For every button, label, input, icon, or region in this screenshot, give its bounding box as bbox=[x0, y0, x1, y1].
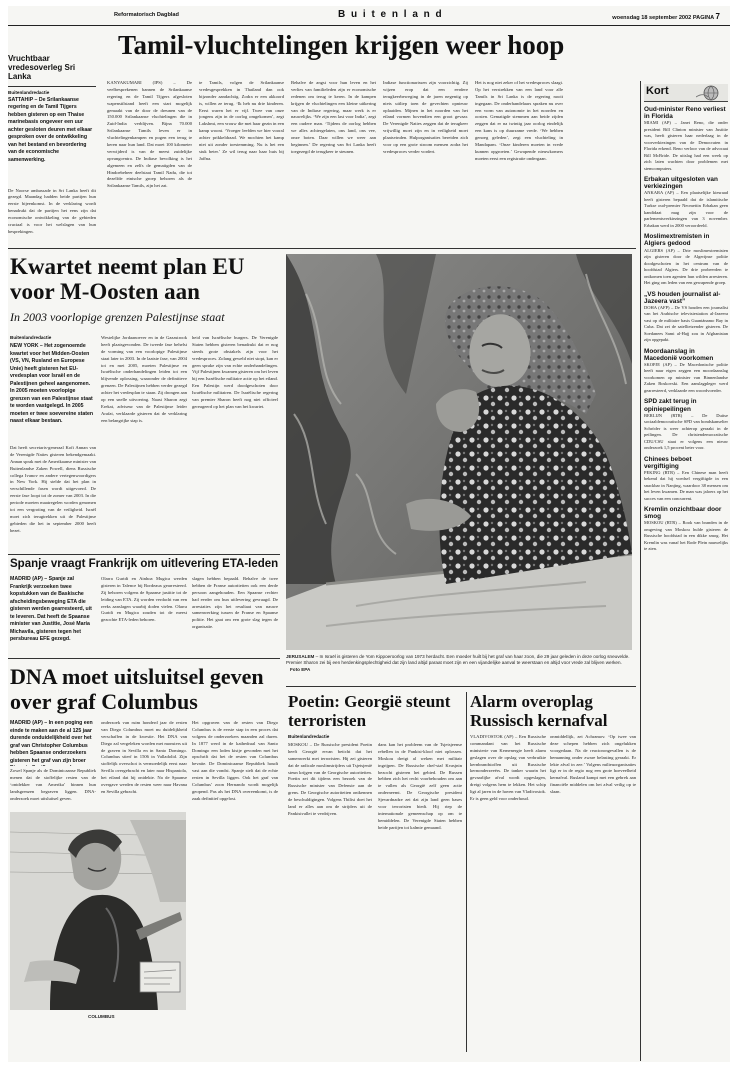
kort-item bbox=[644, 348, 728, 395]
kort-item-headline: „VS houden journalist al-Jazeera vast” bbox=[644, 290, 721, 305]
spanje-col-2: Olarra Guridi en Ainhoa Mugica werden gisteren in Talence bij Bordeaux gearresteerd. Zij behoren volgens de Spaanse justitie tot de leiding van ETA. Zij worden verdacht van een reeks aanslagen waarbij doden vielen. Olarra Guridi en Mugica zouden tot de meest gezochte ETA-leden behoren. bbox=[101, 576, 187, 623]
kort-item-text: ALGIERS (AP) – Drie moslimextremisten zijn gisteren door de Algerijnse politie doodgeschoten in het centrum van de hoofdstad Algiers. De drie probeerden te ontkomen toen agenten hun wilden arresteren. Het ging om leden van een gewapende groep. bbox=[644, 247, 728, 286]
kort-item-headline: Oud-minister Reno verliest in Florida bbox=[644, 106, 726, 121]
kort-item bbox=[644, 398, 728, 451]
column-rule bbox=[466, 692, 467, 1052]
poetin-col-1: MOSKOU – De Russische president Poetin heeft Georgië ervan beticht dat het samenwerkt met terroristen. Hij zei gisteren dat de radicale moslimstrijders uit Tsjetsjenië steun krijgen van de Georgische autoriteiten. Poetin zei dit tijdens een bezoek van de Russische minister van Defensie aan de grens. De Georgische autoriteiten ontkennen de beschuldigingen. Volgens Tbilisi doet het land er alles aan om de strijders uit de Pankisivallei te verdrijven. bbox=[288, 742, 372, 816]
photo-credit: Foto EPA bbox=[290, 666, 311, 672]
kort-item-text: SKOPJE (AP) – De Macedonische politie heeft naar eigen zeggen een moordaanslag voorkomen op minister van Binnenlandse Zaken Boskovski. Een aanslagpleger werd gearresteerd, verklaarde een woordvoerder. bbox=[644, 361, 728, 393]
newspaper-page bbox=[8, 6, 730, 1062]
spanje-col-3: slagen hebben bepaald. Behalve de twee hebben de Franse autoriteiten ook een derde persoon aangehouden. Een Spaanse rechter had eerder om hun uitlevering gevraagd. De arrestaties zijn het resultaat van nauwe samenwerking tussen de Franse en Spaanse politie. Het gaat om een grote slag tegen de organisatie. bbox=[192, 576, 278, 630]
kort-list bbox=[644, 106, 728, 553]
column-rule bbox=[640, 81, 641, 1061]
photo-image bbox=[286, 254, 632, 650]
kort-title: Kort bbox=[646, 85, 669, 97]
page-number: 7 bbox=[715, 12, 720, 21]
divider bbox=[8, 86, 96, 87]
poetin-headline: Poetin: Georgië steunt terroristen bbox=[288, 692, 451, 731]
dna-body-1: Zowel Spanje als de Dominicaanse Republiek menen dat de stoffelijke resten van de ‘ontdekker van Amerika’ binnen hun landsgrenzen begraven liggen. DNA-onderzoek moet uitsluitsel geven. bbox=[10, 768, 96, 801]
tamil-col-4: Indiase functionarissen zijn voorzichtig. Zij wijzen erop dat een eerdere terugkeerbeweging in de jaren negentig op niets uitliep toen de gevechten opnieuw oplaaiden. Mijnen in het noorden van het eiland vormen bovendien een groot gevaar. De Verenigde Naties zeggen dat de terugkeer vrijwillig moet zijn en in veiligheid moet plaatsvinden. Hulporganisaties bereiden zich voor op een grote stroom mensen zodra het vredesproces verder vordert. bbox=[383, 80, 468, 154]
spanje-headline: Spanje vraagt Frankrijk om uitlevering ETA-leden bbox=[10, 558, 279, 570]
sri-lanka-lede: SATTAHIP – De Srilankaanse regering en de Tamil Tijgers hebben gisteren op een Thaise marinebasis ongeveer een uur achter gesloten deuren met elkaar gesproken over de ontwikkeling van het bestand en bevordering van de economische samenwerking. bbox=[8, 96, 93, 163]
columbus-portrait bbox=[10, 812, 186, 1010]
kort-item-text: BERLIJN (RTR) – De Duitse sociaaldemocratische SPD van bondskanselier Schröder is weer achterop geraakt in de peilingen. De christendemocratische CDU/CSU staat er volgens een nieuw onderzoek 1,5 procent beter voor. bbox=[644, 412, 728, 451]
tamil-headline: Tamil-vluchtelingen krijgen weer hoop bbox=[118, 30, 565, 60]
kort-item-text: MOSKOU (RTR) – Rook van branden in de omgeving van Moskou hulde gisteren de Russische hoofdstad in een dikke smog. Het Kremlin was vanaf het Rode Plein nauwelijks te zien. bbox=[644, 520, 728, 552]
kort-item-text: DOHA (AFP) – De VS houden een journalist van het Arabische televisiestation al-Jazeera vast op de militaire basis Guantánamo Bay in Cuba. Dat zei de satellietzender gisteren. De Soedanees Sami al-Hajj zou in Afghanistan zijn opgepakt. bbox=[644, 304, 728, 343]
tamil-col-1: KANYAKUMARI (IPS) – De veelbesprekenen bannen de Srilankaanse regering en de Tamil Tijgers afgesloten wapenstilstand heeft een start mogelijk gemaakt van de door de dreunen van de 150.000 Srilankaanse vluchtelingen die in Zuid-India verblijven. Bijna 70.000 Srilankaanse Tamils leven er in vluchtelingenkampen en pogen een terug te keren naar hun land. Dat moet 100 kilometer verwijderd is van de meest zuidelijke opvangcentra. De Indiase bevolking is het algemeen en zelfs de gematigden van de Hindoebeheer deelstaat Tamil Nadu, die tot dezelfde etnische groep behoren als de Srilankaanse Tamils, zijn het zat. bbox=[107, 80, 192, 189]
kort-item-headline: SPD zakt terug in opiniepeilingen bbox=[644, 398, 697, 413]
byline: Buitenlandredactie bbox=[288, 734, 330, 739]
kwartet-headline: Kwartet neemt plan EU voor M-Oosten aan bbox=[10, 254, 245, 305]
kort-item-text: MIAMI (AP) – Janet Reno, die onder president Bill Clinton minister van Justitie was, heeft gisteren haar nederlaag in de voorverkiezingen van de Democraten in Florida erkend. Reno verloor van de advocaat Bill McBride. De uitslag had een week op zich laten wachten door problemen met stemcomputers. bbox=[644, 120, 728, 171]
kort-item-headline: Moordaanslag in Macedonië voorkomen bbox=[644, 347, 714, 362]
section-title: B u i t e n l a n d bbox=[338, 9, 444, 20]
photo-caption bbox=[286, 654, 632, 680]
kort-item bbox=[644, 291, 728, 344]
caption-text: – In Israël is gisteren de Yom Kippoeroorlog van 1973 herdacht. Een moeder huilt bij het graf van haar zoon, die 29 jaar geleden in deze oorlog sneuvelde. Premier Sharon zei bij een herdenkingsplechtigheid dat zijn land altijd paraat moet zijn en een vijandelijke aanval te weerstaan en altijd voor vrede zal blijven werken. bbox=[286, 654, 630, 666]
dna-col-3: Het opgraven van de resten van Diego Columbus is de eerste stap in een proces dat volgens de onderzoekers maanden zal duren. In 1877 werd in de kathedraal van Santo Domingo een loden kistje gevonden met het opschrift dat het de resten van Columbus bevatte. De Dominicaanse Republiek houdt vast aan die vondst. Spanje stelt dat de echte resten in Sevilla liggen. Ook het graf van Columbus’ zoon Hernando wordt mogelijk geopend. Pas als het DNA overeenkomt, is de zaak definitief opgelost. bbox=[192, 720, 278, 801]
kort-sidebar bbox=[644, 84, 728, 553]
kort-item-headline: Moslimextremisten in Algiers gedood bbox=[644, 233, 710, 248]
kort-item-headline: Erbakan uitgesloten van verkiezingen bbox=[644, 176, 718, 191]
divider bbox=[8, 658, 280, 659]
page-label: PAGINA bbox=[692, 15, 714, 21]
portrait-image bbox=[10, 812, 186, 1010]
alarm-col-1: VLADIVOSTOK (AP) – Een Russische commandant van het Russische ministerie van Kernenergie heeft alarm geslagen over de opslag van verbruikte kernbrandstoffen uit Russische kernonderzeeërs. De tanker waarin het gevaarlijke afval wordt opgeslagen, dreigt volgens hem te lekken. Het schip ligt al jaren in de haven van Vladivostok. Er is geen geld voor onderhoud. bbox=[470, 734, 546, 802]
poetin-col-2: dans kan het probleem van de Tsjetsjeense rebellen in de Pankisi-kloof niet oplossen. Moskou dreigt al weken met militair ingrijpen. De Russische chef-staf Kvasjnin bezocht gisteren het gebied. De Russen hebben zich het recht voorbehouden om aan te vallen als Georgië zelf geen actie onderneemt. De Georgische president Sjevardnadze zei dat zijn land geen bases voor terroristen biedt. Hij riep de internationale gemeenschap op om te bemiddelen. De Verenigde Staten hebben beide partijen tot kalmte gemaand. bbox=[378, 742, 462, 830]
kwartet-lede: NEW YORK – Het zogenoemde kwartet voor het Midden-Oosten (VS, VN, Rusland en Europese Unie) heeft gisteren het EU-vredesplan voor Israël en de Palestijnen geheel aangenomen. In 2005 moeten voorlopige grenzen van een Palestijnse staat te worden vastgelegd. In 2005 moeten er twee soevereine staten naast elkaar bestaan. bbox=[10, 343, 94, 425]
dna-lede: MADRID (AP) – In een poging een einde te maken aan de al 125 jaar durende onduidelijkheid over het graf van Christopher Columbus hebben Spaanse onderzoekers gisteren het graf van zijn broer bbox=[10, 720, 93, 764]
kort-item bbox=[644, 106, 728, 172]
kwartet-col-3: heid van Israëlische burgers. De Verenigde Staten hebben gisteren benadrukt dat er nog steeds grote obstakels zijn voor het vredesproces. Zolang geweld niet stopt, kan er geen sprake zijn van echte onderhandelingen. Vijf Palestijnen kwamen gisteren om het leven bij een Israëlische militaire actie op het eiland. Een Palestijn werd doodgeschoten door Israëlische militairen. De Israëlische regering van premier Sharon heeft nog niet officieel gereageerd op het plan van het kwartet. bbox=[192, 335, 278, 409]
portrait-caption: COLUMBUS bbox=[88, 1014, 115, 1019]
tamil-col-5: Het is nog niet zeker of het vredesproces slaagt. Op het verstrekken van een land voor alle Tamils in Sri Lanka is de regering nooit ingegaan. De onderhandelaars spraken nu over een vorm van autonomie in het noorden en oosten. Gematigde stemmen aan beide zijden zeggen dat er na twintig jaar oorlog eindelijk een kans is op duurzame vrede. ‘We hebben genoeg geleden’, zegt een vluchteling in Mandapam. ‘Onze kinderen moeten in vrede kunnen opgroeien.’ Gewapende nieuwkomers moeten eerst een registratie ondergaan. bbox=[475, 80, 563, 161]
caption-place: JERUSALEM bbox=[286, 654, 315, 659]
mourning-woman-photo bbox=[286, 254, 632, 650]
kort-item bbox=[644, 233, 728, 286]
globe-icon bbox=[696, 85, 726, 101]
divider bbox=[8, 248, 636, 249]
kort-item-headline: Kremlin onzichtbaar door smog bbox=[644, 506, 722, 521]
kort-item-text: PEKING (RTR) – Een Chinese man heeft bekend dat hij voedsel vergiftigde in een snackbar in Nanjing, waardoor 38 mensen om het leven kwamen. De man was jaloers op het succes van een concurrent. bbox=[644, 469, 728, 501]
kwartet-col-2: Westelijke Jordaanoever en in de Gazastrook heeft plaatsgevonden. De tweede fase behelst de vorming van een voorlopige Palestijnse staat later in 2003. In de laatste fase, van 2004 tot en met 2005, moeten Palestijnse en Israëlische onderhandelingen leiden tot een blijvende oplossing, waaronder de definitieve grenzen. De Palestijnen hebben verder gezegd achter het vredesplan te staan. Zij drongen aan op een snelle uitvoering. Naast Sharon zegt Erekat, adviseur van de Palestijnse leider Arafat, verklaarde gisteren dat de verklaring een belangrijke stap is. bbox=[101, 335, 187, 423]
masthead-date bbox=[612, 12, 720, 21]
byline: Buitenlandredactie bbox=[8, 89, 50, 95]
kwartet-col-1 bbox=[10, 343, 96, 549]
divider bbox=[8, 554, 280, 555]
sri-lanka-body: De Noorse ambassade in Sri Lanka heeft dit gezegd. Maandag hadden beide partijen hun eerste bijeenkomst. In de verklaring wordt benadrukt dat de partijen het eens zijn dat economische ontwikkeling van de gebieden cruciaal is voor het welslagen van hun besprekingen. bbox=[8, 187, 96, 234]
sri-lanka-article bbox=[8, 54, 96, 268]
dna-col-1 bbox=[10, 720, 96, 808]
masthead bbox=[8, 6, 730, 26]
kort-header bbox=[644, 84, 728, 102]
tamil-col-2: te Tamils, volgen de Srilankaanse vredesgesprekken in Thailand dan ook bijzonder aandachtig. Zodra er een akkoord is, willen ze terug. ‘Ik heb nu drie kinderen. Eerst waren het er vijf. Twee van onze jongens zijn in de oorlog omgekomen’, zegt Lakshmi, een vrouw die met haar gezin in een kamp woont. ‘Vroeger leefden we hier vooral achter prikkeldraad. We mochten het kamp niet uit zonder toestemming. Nu is het een stuk beter.’ Ze wil terug naar haar huis bij Jaffna. bbox=[199, 80, 284, 161]
byline: Buitenlandredactie bbox=[10, 335, 52, 340]
dna-col-2: onderzoek van ruim honderd jaar de resten van Diego Columbus moet nu duidelijkheid verschaffen in de kwestie. Het DNA van Diego zal vergeleken worden met monsters uit de graven in Sevilla en in Santo Domingo. Columbus stierf in 1506 in Valladolid. Zijn stoffelijk overschot is vermoedelijk eerst naar Sevilla overgebracht en later naar Hispaniola, het eiland dat hij ontdekte. Na de Spaanse overgave werden de resten weer naar Havana en Sevilla gebracht. bbox=[101, 720, 187, 794]
kort-item bbox=[644, 176, 728, 229]
divider bbox=[286, 686, 636, 687]
sri-lanka-headline: Vruchtbaar vredesoverleg Sri Lanka bbox=[8, 54, 76, 82]
kort-item bbox=[644, 506, 728, 553]
tamil-col-3: Behalve de angst voor hun leven en het verlies van familieleden zijn er economische redenen om terug te keren. In de kampen krijgen de vluchtelingen een kleine uitkering van de Indiase regering, maar werk is er nauwelijks. ‘We zijn een last voor India’, zegt een oudere man. ‘Tijdens de oorlog hebben we alles achtergelaten, ons land, ons vee, onze boten. Daar willen we weer aan beginnen.’ De regering van Sri Lanka heeft toegezegd de terugkeer te steunen. bbox=[291, 80, 376, 154]
kwartet-deck: In 2003 voorlopige grenzen Palestijnse staat bbox=[10, 310, 225, 324]
kort-item-text: ANKARA (AP) – Een plaatselijke kiesraad heeft gisteren bepaald dat de islamitische Turkse oud-premier Necmettin Erbakan geen kandidaat mag zijn voor de parlementsverkiezingen van 3 november. Erbakan werd in 2000 veroordeeld. bbox=[644, 190, 728, 228]
alarm-headline: Alarm overoplag Russisch kernafval bbox=[470, 692, 608, 731]
alarm-col-2: onmiddellijk, zei Achramov. ‘Op twee van deze schepen hebben zich ongelukken voorgedaan. Na de reactorongevallen is de bemanning onder zware belasting geraakt. Er lekte afval in zee.’ Volgens milieuorganisaties ligt er in de regio nog een grote hoeveelheid kernafval. Rusland kampt met een gebrek aan financiële middelen om het afval veilig op te slaan. bbox=[550, 734, 636, 795]
date-text: woensdag 18 september 2002 bbox=[612, 15, 692, 21]
masthead-paper-name: Reformatorisch Dagblad bbox=[114, 12, 179, 18]
kort-item-headline: Chinees beboet vergiftiging bbox=[644, 455, 692, 470]
kwartet-body-1: Dat heeft secretaris-generaal Kofi Annan van de Verenigde Naties gisteren bekendgemaakt. Annan sprak met de Amerikaanse minister van Buitenlandse Zaken Powell, diens Russische collega Ivanov en andere vertegenwoordigers in New York. Hij stelde dat het plan in verschillende fasen wordt uitgevoerd. De eerste fase loopt tot de zomer van 2003. In die periode moeten maatregelen worden genomen tot een vergroting van de veiligheid. Israël moet zich terugtrekken uit de Palestijnse gebieden die het in september 2000 heeft bezet. bbox=[10, 445, 96, 533]
kort-item bbox=[644, 456, 728, 503]
spanje-lede: MADRID (AP) – Spanje zal Frankrijk verzoeken twee kopstukken van de Baskische afscheidingsbeweging ETA die gisteren werden gearresteerd, uit te leveren. Dat heeft de Spaanse minister van Justitie, José María Michavila, gisteren tegen het persbureau EFE gezegd. bbox=[10, 576, 92, 643]
dna-headline: DNA moet uitsluitsel geven over graf Columbus bbox=[10, 664, 264, 715]
